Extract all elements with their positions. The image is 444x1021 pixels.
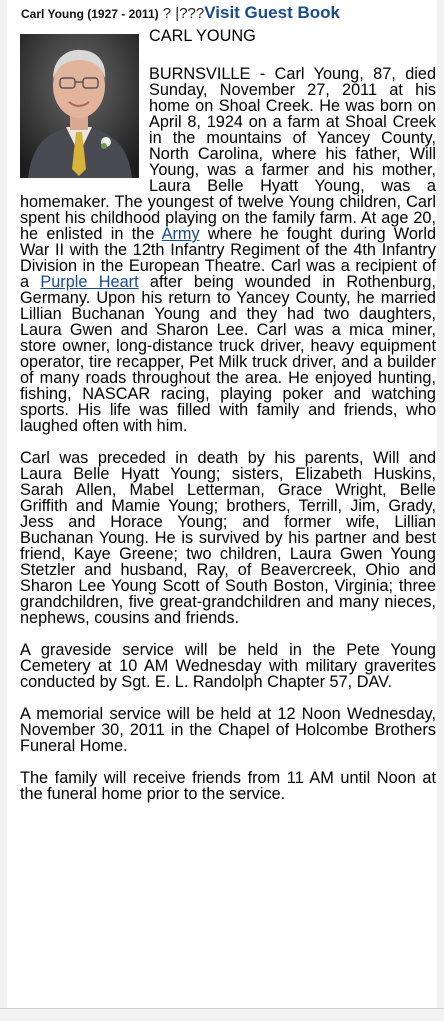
obituary-content	[20, 28, 436, 818]
army-link[interactable]: Army	[161, 225, 200, 243]
purple-heart-link[interactable]: Purple Heart	[40, 273, 139, 291]
obituary-paragraph-graveside: A graveside service will be held in the Pete Young Cemetery at 10 AM Wednesday with military graverites conducted by Sgt. E. L. Randolph Chapter 57, DAV.	[20, 641, 436, 691]
name-dates: Carl Young (1927 - 2011)	[21, 7, 159, 21]
bio-text-part3: after being wounded in Rothenburg, Germany. Upon his return to Yancey County, he married Lillian Buchanan Young and they had two daughters, Laura Gwen and Sharon Lee. Carl was a mica miner, store owner, long-distance truck driver, heavy equipment operator, tire recapper, Pet Milk truck driver, and a builder of many roads throughout the area. He enjoyed hunting, fishing, NASCAR racing, playing poker and watching sports. His life was filled with family and friends, who laughed often with him.	[20, 273, 436, 435]
obituary-title: CARL YOUNG	[149, 27, 256, 45]
obituary-paragraph-visitation: The family will receive friends from 11 AM until Noon at the funeral home prior to the service.	[20, 769, 436, 803]
portrait-image	[20, 34, 139, 178]
obituary-paragraph-memorial: A memorial service will be held at 12 Noon Wednesday, November 30, 2011 in the Chapel of Holcombe Brothers Funeral Home.	[20, 705, 436, 755]
header-symbols: ? |???	[158, 5, 205, 22]
obituary-paragraph-family: Carl was preceded in death by his parents, Will and Laura Belle Hyatt Young; sisters, Elizabeth Huskins, Sarah Allen, Mabel Letterman, Grace Wright, Belle Griffith and Mamie Young; brothers, Terrill, Jim, Grady, Jess and Horace Young; and former wife, Lillian Buchanan Young. He is survived by his partner and best friend, Kaye Greene; two children, Laura Gwen Young Stetzler and husband, Ray, of Beavercreek, Ohio and Sharon Lee Young Scott of South Boston, Virginia; three grandchildren, five great-grandchildren and many nieces, nephews, cousins and friends.	[20, 449, 436, 627]
obituary-card	[7, 0, 437, 1008]
portrait-photo	[20, 34, 139, 178]
visit-guest-book-link[interactable]: Visit Guest Book	[204, 3, 340, 22]
obituary-header	[21, 3, 340, 24]
bio-text-part1: BURNSVILLE - Carl Young, 87, died Sunday, November 27, 2011 at his home on Shoal Creek. He was born on April 8, 1924 on a farm at Shoal Creek in the mountains of Yancey County, North Carolina, where his father, Will Young, was a farmer and his mother, Laura Belle Hyatt Young, was a homemaker. The youngest of twelve Young children, Carl spent his childhood playing on the family farm. At age 20, he enlisted in the	[20, 65, 436, 243]
bottom-divider	[0, 1008, 444, 1009]
bio-text-part2: where he fought during World War II with the 12th Infantry Regiment of the 4th Infantry Division in the European Theatre. Carl was a recipient of a	[20, 225, 436, 291]
